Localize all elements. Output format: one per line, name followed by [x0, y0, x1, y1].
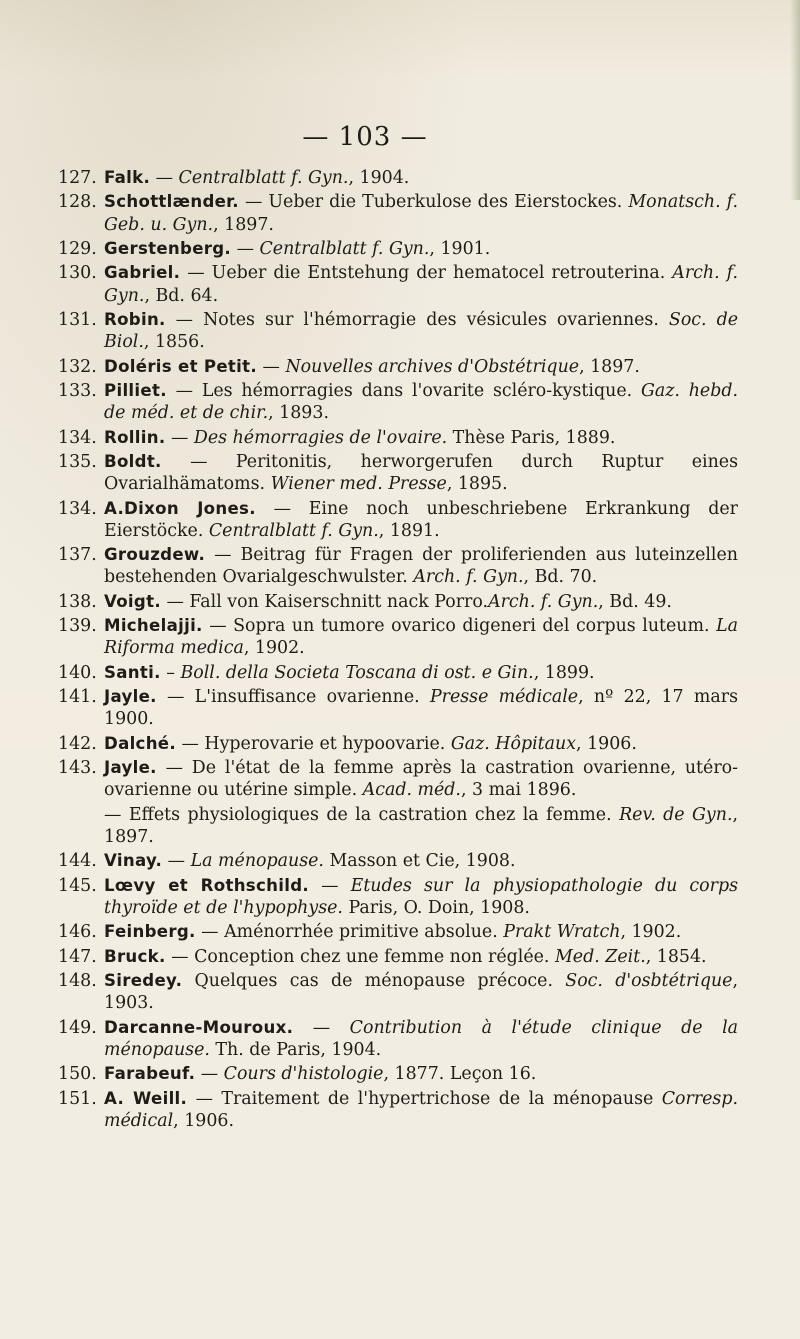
bibliography-entry	[58, 970, 738, 1014]
entry-author: Doléris et Petit.	[104, 356, 257, 376]
entry-author: Jayle.	[104, 758, 157, 778]
entry-detail: , 1856.	[143, 332, 205, 353]
entry-number: 143.	[58, 758, 97, 779]
entry-author: A.Dixon Jones.	[104, 498, 256, 518]
entry-detail: , 1895.	[446, 474, 508, 495]
entry-detail: —	[165, 427, 194, 448]
entry-detail: , nº 22, 17 mars 1900.	[104, 687, 738, 730]
entry-source-title: Acad. méd.	[362, 780, 461, 801]
entry-number: 139.	[58, 616, 97, 637]
entry-number: 131.	[58, 309, 97, 330]
entry-source-title: Centralblatt f. Gyn.	[178, 168, 349, 188]
entry-source-title: Arch. f. Gyn.	[413, 567, 524, 588]
entry-detail: — Ueber die Tuberkulose des Eierstockes.	[238, 192, 629, 213]
entry-detail: , 1902.	[620, 922, 682, 943]
entry-source-title: Rev. de Gyn.	[619, 804, 733, 825]
entry-text	[104, 1063, 738, 1085]
bibliography-entry	[58, 309, 738, 353]
entry-text	[104, 191, 738, 235]
entry-detail: —	[293, 1017, 350, 1038]
entry-detail: — Les hémorragies dans l'ovarite scléro-kystique.	[166, 380, 641, 401]
bibliography-entry	[58, 262, 738, 306]
entry-number: 134.	[58, 427, 97, 448]
entry-detail: — Traitement de l'hypertrichose de la ménopause	[187, 1088, 662, 1109]
entry-text	[104, 262, 738, 306]
entry-text	[104, 356, 738, 378]
entry-author: Jayle.	[104, 687, 157, 707]
entry-author: Vinay.	[104, 851, 163, 871]
entry-text	[104, 686, 738, 730]
entry-author: Darcanne-Mouroux.	[104, 1017, 294, 1037]
entry-text	[104, 309, 738, 353]
entry-detail: — Conception chez une femme non réglée.	[165, 946, 555, 967]
entry-detail: , 1903.	[104, 971, 738, 1014]
entry-detail: , 1891.	[378, 520, 440, 541]
entry-number: 151.	[58, 1088, 97, 1109]
entry-text	[104, 451, 738, 495]
entry-detail: , 1902.	[243, 638, 305, 659]
entry-text	[104, 591, 738, 613]
entry-detail: Thèse Paris, 1889.	[447, 427, 616, 448]
bibliography-entry	[58, 238, 738, 260]
entry-author: Gerstenberg.	[104, 238, 232, 258]
entry-detail: , 1901.	[429, 238, 491, 259]
entry-number: 137.	[58, 545, 97, 566]
bibliography-entry	[58, 921, 738, 943]
bibliography-entry	[58, 733, 738, 755]
entry-detail: , 1897.	[104, 804, 738, 847]
entry-text	[104, 1017, 738, 1061]
entry-detail: — Effets physiologiques de la castration chez la femme.	[104, 804, 620, 825]
bibliography-entry	[58, 1088, 738, 1132]
entry-author: Grouzdew.	[104, 545, 206, 565]
page-number: — 103 —	[302, 122, 428, 152]
entry-author: Siredey.	[104, 971, 183, 991]
entry-text	[104, 662, 738, 684]
entry-author: Dalché.	[104, 733, 176, 753]
bibliography-entry	[58, 1063, 738, 1085]
entry-number	[58, 804, 104, 848]
entry-detail: —	[231, 238, 260, 259]
entry-detail: — Peritonitis, herworgerufen durch Ruptur eines Ovarialhämatoms.	[104, 451, 738, 495]
entry-text	[104, 970, 738, 1014]
entry-author: Rollin.	[104, 427, 166, 447]
bibliography-entry	[58, 804, 738, 848]
bibliography-entry	[58, 615, 738, 659]
entry-detail: — L'insuffisance ovarienne.	[156, 687, 430, 708]
entry-text	[104, 167, 738, 189]
entry-detail: — Fall von Kaiserschnitt nack Porro.	[160, 591, 489, 612]
entry-source-title: Arch. f. Gyn.	[104, 263, 739, 306]
entry-source-title: Monatsch. f. Geb. u. Gyn.	[104, 192, 738, 235]
entry-number: 138.	[58, 591, 97, 612]
entry-detail: , 1906.	[576, 733, 637, 754]
entry-number: 133.	[58, 380, 97, 401]
entry-text	[104, 921, 738, 943]
entry-source-title: Wiener med. Presse	[270, 474, 447, 495]
entry-text	[104, 875, 738, 919]
entry-text	[104, 946, 738, 968]
entry-number: 145.	[58, 875, 97, 896]
entry-source-title: Des hémorragies de l'ovaire.	[193, 427, 448, 448]
bibliography-entry	[58, 451, 738, 495]
entry-source-title: Corresp. médical	[104, 1088, 739, 1131]
entry-source-title: Contribution à l'étude clinique de la ménopause.	[104, 1017, 738, 1060]
entry-detail: —	[256, 356, 286, 377]
entry-author: Gabriel.	[104, 263, 181, 283]
entry-detail: —	[309, 875, 351, 896]
entry-author: Bruck.	[104, 946, 166, 966]
entry-author: Michelajji.	[104, 616, 203, 636]
entry-detail: — Sopra un tumore ovarico digeneri del corpus luteum.	[202, 616, 717, 637]
entry-source-title: Boll. della Societa Toscana di ost. e Gin.	[180, 662, 534, 683]
entry-number: 132.	[58, 356, 97, 377]
entry-author: Robin.	[104, 309, 166, 329]
entry-detail: — Hyperovarie et hypoovarie.	[175, 733, 451, 754]
entry-detail: , 1897.	[213, 214, 274, 235]
bibliography-entry	[58, 686, 738, 730]
entry-author: Boldt.	[104, 451, 162, 471]
entry-number: 127.	[58, 168, 97, 188]
entry-number: 144.	[58, 851, 97, 872]
entry-text	[104, 733, 738, 755]
bibliography-entry	[58, 427, 738, 449]
entry-number: 148.	[58, 971, 97, 992]
entry-source-title: Gaz. Hôpitaux	[450, 733, 577, 754]
entry-detail: , 1899.	[533, 662, 595, 683]
entry-number: 150.	[58, 1064, 97, 1085]
entry-source-title: Centralblatt f. Gyn.	[259, 238, 430, 259]
entry-source-title: Nouvelles archives d'Obstétrique	[285, 356, 580, 377]
entry-author: Falk.	[104, 168, 151, 187]
entry-detail: , 1877. Leçon 16.	[383, 1064, 537, 1085]
entry-number: 135.	[58, 451, 97, 472]
entry-text	[104, 380, 738, 424]
bibliography-entry	[58, 1017, 738, 1061]
entry-source-title: Soc. de Biol.	[104, 309, 738, 353]
bibliography-entry	[58, 380, 738, 424]
entry-detail: Paris, O. Doin, 1908.	[342, 897, 530, 918]
entry-detail: — Beitrag für Fragen der proliferienden aus luteinzellen bestehenden Ovarialgeschwulster.	[104, 545, 738, 588]
entry-text	[104, 850, 738, 872]
entry-source-title: Gaz. hebd. de méd. et de chir.	[104, 380, 738, 424]
entry-detail: — Aménorrhée primitive absolue.	[195, 922, 504, 943]
entry-author: Voigt.	[104, 591, 161, 611]
entry-detail: , 1906.	[173, 1110, 234, 1131]
entry-number: 130.	[58, 263, 97, 284]
entry-number: 141.	[58, 687, 97, 708]
entry-detail: —	[150, 168, 179, 188]
entry-detail: — Notes sur l'hémorragie des vésicules ovariennes.	[165, 309, 669, 330]
bibliography-entry	[58, 544, 738, 588]
entry-source-title: Arch. f. Gyn.	[488, 591, 599, 612]
entry-author: Feinberg.	[104, 922, 196, 942]
entry-text	[104, 498, 738, 542]
entry-author: A. Weill.	[104, 1088, 188, 1108]
entry-detail: Masson et Cie, 1908.	[323, 851, 516, 872]
entry-number: 134.	[58, 498, 97, 519]
entry-text	[104, 238, 738, 260]
entry-source-title: Presse médicale	[429, 687, 579, 708]
entry-author: Schottlænder.	[104, 192, 239, 212]
bibliography-entry	[58, 662, 738, 684]
entry-detail: — Eine noch unbeschriebene Erkrankung der Eierstöcke.	[104, 498, 738, 541]
entry-number: 146.	[58, 922, 97, 943]
bibliography-entry	[58, 850, 738, 872]
entry-detail: —	[162, 851, 191, 872]
entry-source-title: Cours d'histologie	[223, 1064, 384, 1085]
entry-number: 128.	[58, 192, 97, 213]
entry-source-title: Prakt Wratch	[503, 922, 621, 943]
entry-detail: , Bd. 49.	[598, 591, 672, 612]
bibliography-entry	[58, 875, 738, 919]
entry-number: 129.	[58, 238, 97, 259]
bibliography-entry	[58, 191, 738, 235]
entry-author: Santi.	[104, 662, 161, 682]
entry-detail: — De l'état de la femme après la castration ovarienne, utéro-ovarienne ou utérine simple.	[104, 758, 738, 801]
bibliography-entry	[58, 167, 738, 189]
entry-author: Lœvy et Rothschild.	[104, 875, 309, 895]
entry-source-title: Etudes sur la physiopathologie du corps thyroïde et de l'hypophyse.	[104, 875, 739, 918]
entry-author: Pilliet.	[104, 380, 167, 400]
entry-detail: Quelques cas de ménopause précoce.	[182, 971, 566, 992]
entry-number: 142.	[58, 733, 97, 754]
entry-detail: , 3 mai 1896.	[460, 780, 577, 801]
entry-number: 147.	[58, 946, 97, 967]
entry-number: 149.	[58, 1017, 97, 1038]
entry-detail: , 1854.	[645, 946, 707, 967]
entry-detail: — Ueber die Entstehung der hematocel retrouterina.	[180, 263, 673, 284]
entry-source-title: Soc. d'osbtétrique	[565, 971, 733, 992]
entry-author: Farabeuf.	[104, 1064, 196, 1084]
entry-detail: –	[160, 662, 181, 683]
entry-text	[104, 804, 738, 848]
bibliography-list	[58, 167, 738, 1134]
entry-text	[104, 1088, 738, 1132]
entry-detail: , 1893.	[268, 403, 329, 424]
entry-source-title: Centralblatt f. Gyn.	[208, 520, 379, 541]
bibliography-entry	[58, 498, 738, 542]
entry-text	[104, 757, 738, 801]
entry-detail: —	[195, 1064, 224, 1085]
entry-number: 140.	[58, 662, 97, 683]
entry-text	[104, 615, 738, 659]
entry-detail: , 1897.	[579, 356, 640, 377]
bibliography-entry	[58, 946, 738, 968]
bibliography-entry	[58, 356, 738, 378]
entry-source-title: Med. Zeit.	[554, 946, 646, 967]
entry-text	[104, 427, 738, 449]
entry-detail: , Bd. 70.	[523, 567, 598, 588]
entry-source-title: La ménopause.	[190, 851, 324, 872]
bibliography-entry	[58, 757, 738, 801]
entry-source-title: La Riforma medica	[104, 616, 738, 659]
entry-detail: , Bd. 64.	[144, 285, 219, 306]
entry-text	[104, 544, 738, 588]
entry-detail: , 1904.	[348, 168, 410, 188]
entry-detail: Th. de Paris, 1904.	[209, 1039, 382, 1060]
bibliography-entry	[58, 591, 738, 613]
